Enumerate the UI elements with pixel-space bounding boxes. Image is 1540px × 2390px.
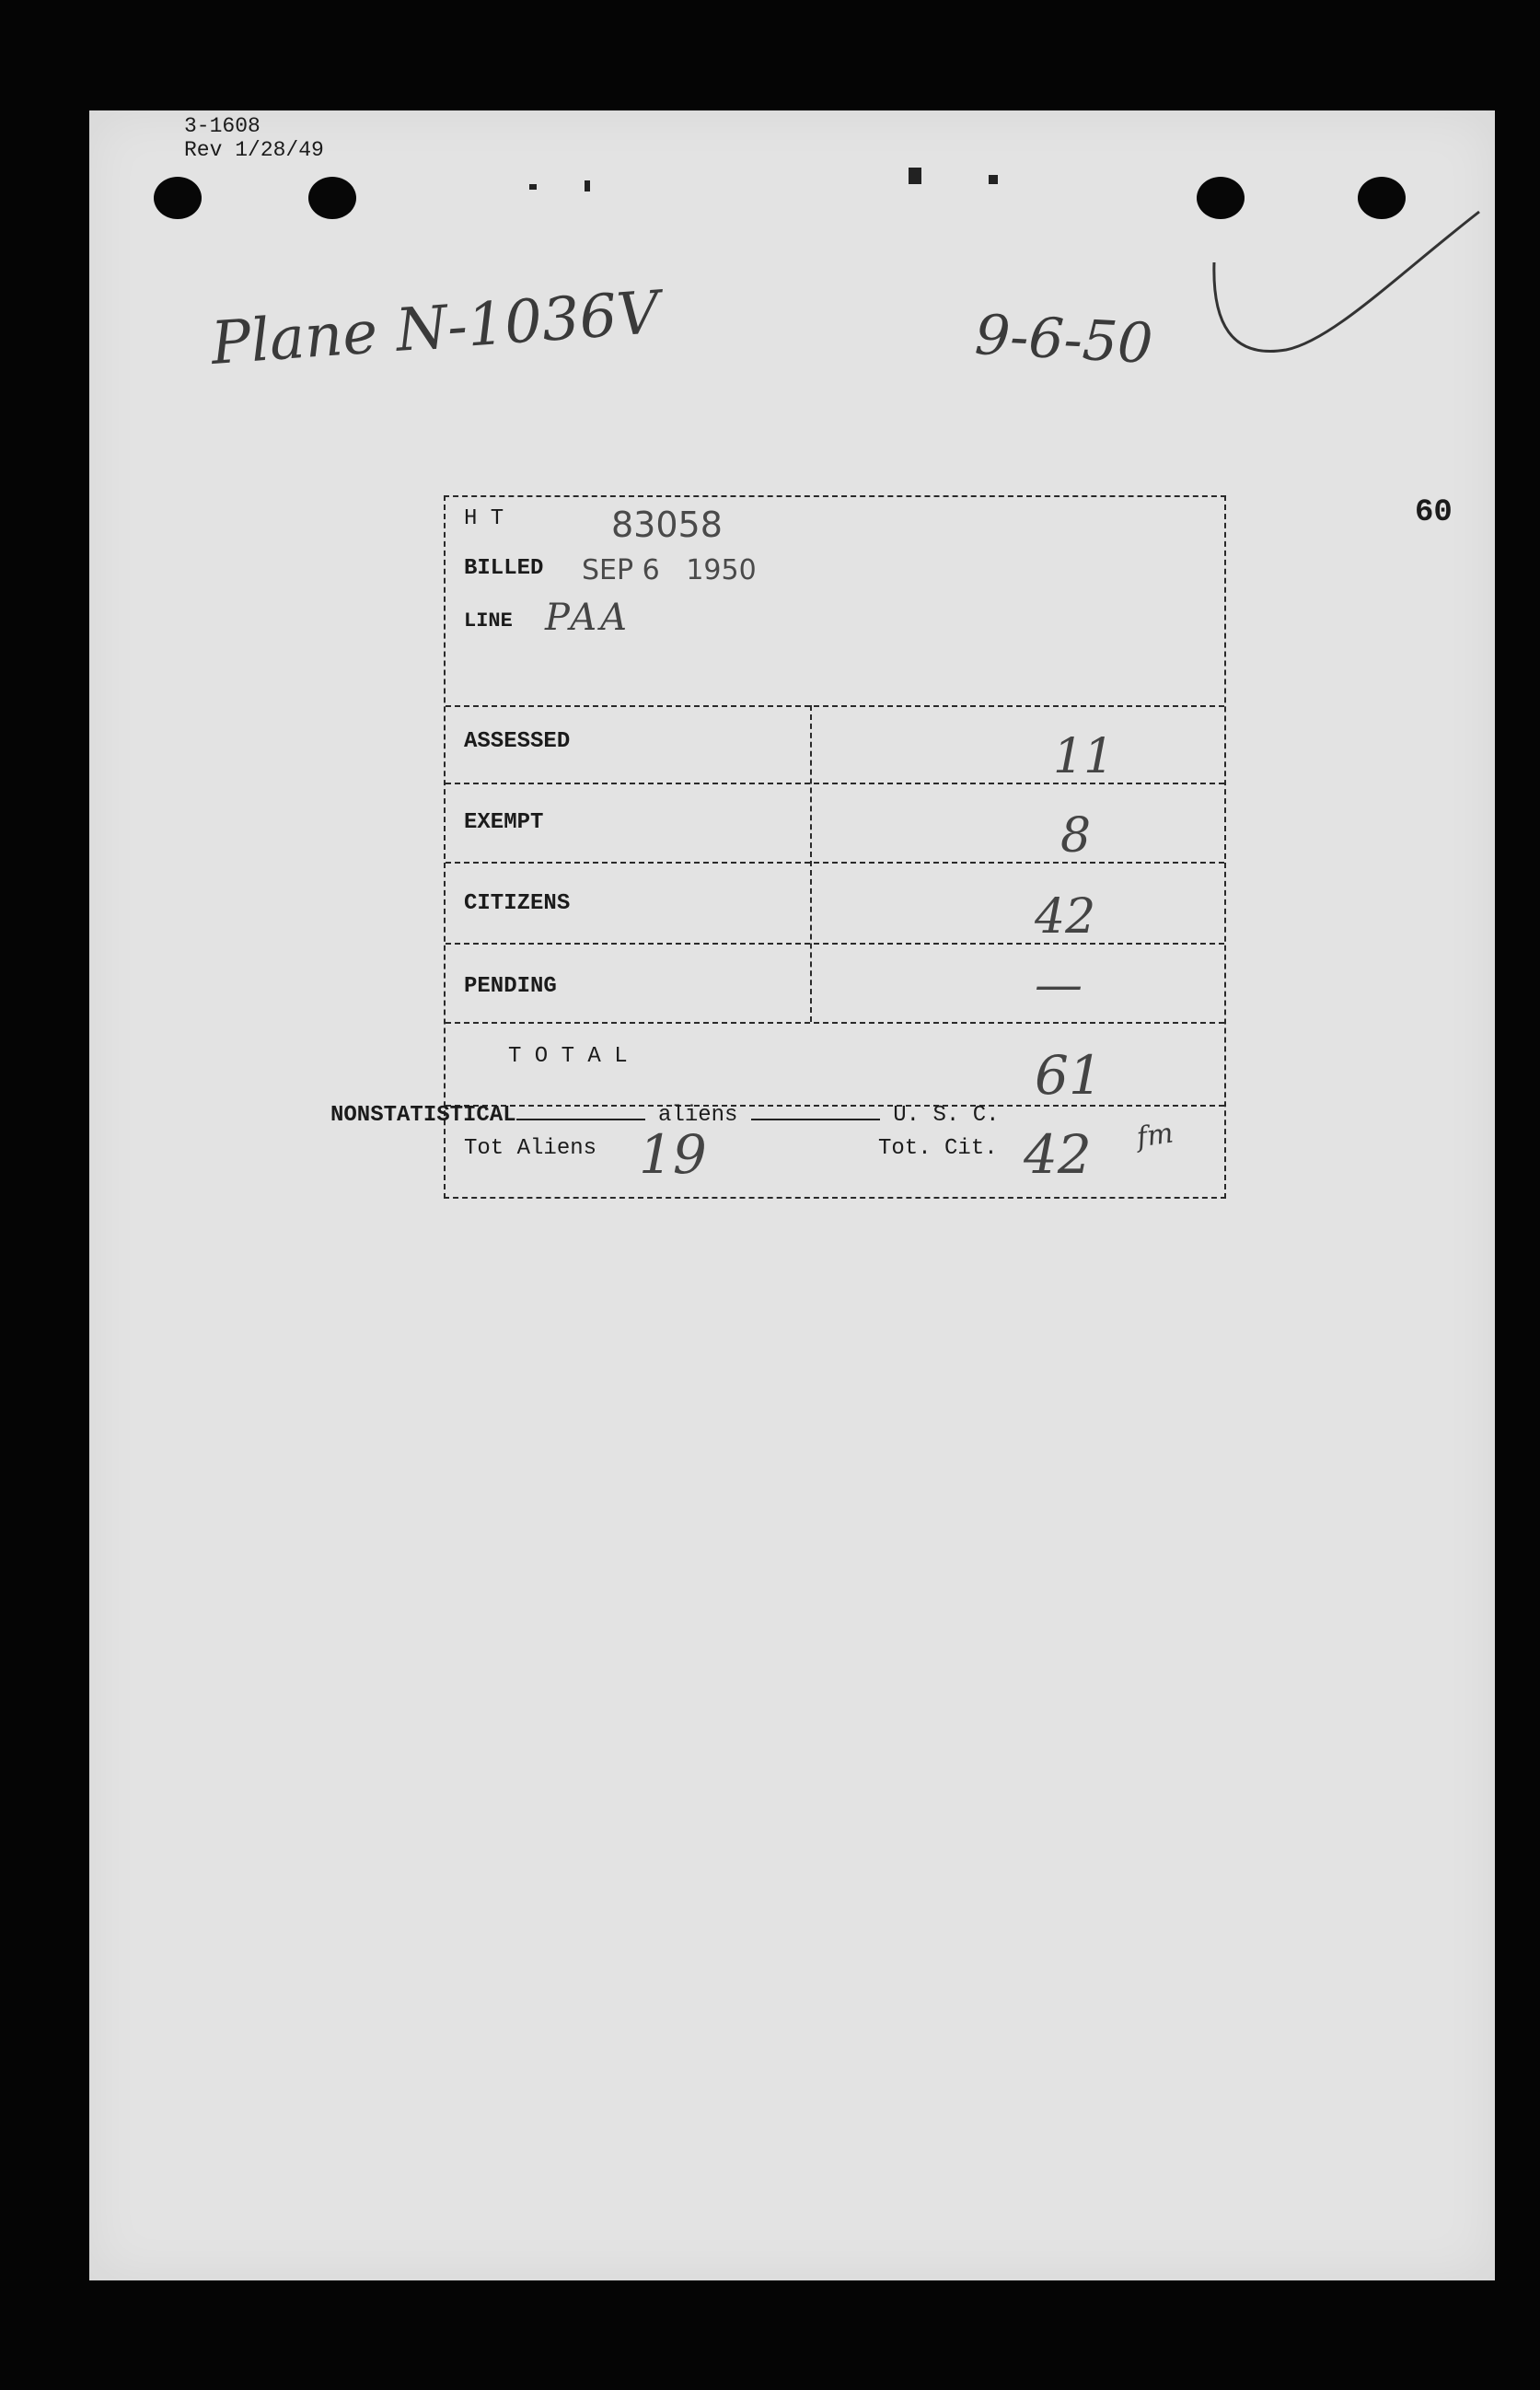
total-label: T O T A L: [508, 1044, 628, 1069]
tot-cit-label: Tot. Cit.: [878, 1136, 998, 1161]
page-mark: 60: [1415, 495, 1453, 530]
column-divider: [810, 705, 812, 1022]
row-label-citizens: CITIZENS: [464, 891, 571, 916]
total-value: 61: [1035, 1044, 1103, 1107]
ht-number: 83058: [611, 505, 723, 545]
line-label: LINE: [464, 609, 513, 632]
aliens-label: aliens: [658, 1103, 738, 1128]
row-value-citizens: 42: [1035, 889, 1096, 945]
punch-hole: [308, 177, 356, 219]
line-value: PAA: [545, 597, 631, 639]
punch-hole: [154, 177, 202, 219]
row-value-assessed: 11: [1053, 729, 1115, 784]
divider: [446, 705, 1224, 707]
ink-speck: [585, 180, 590, 191]
divider: [446, 943, 1224, 945]
billed-date-stamp: SEP 6 1950: [582, 554, 757, 586]
blank-line: [751, 1119, 880, 1120]
divider: [446, 1022, 1224, 1024]
usc-label: U. S. C.: [893, 1103, 1000, 1128]
document-page: [89, 110, 1495, 2280]
ink-speck: [989, 175, 998, 184]
ink-speck: [909, 168, 921, 184]
ht-label: H T: [464, 506, 504, 531]
tot-aliens-label: Tot Aliens: [464, 1136, 597, 1161]
form-revision: Rev 1/28/49: [184, 138, 324, 162]
row-label-pending: PENDING: [464, 974, 557, 999]
blank-line: [516, 1119, 645, 1120]
row-value-pending: —: [1035, 957, 1083, 1013]
tot-aliens-value: 19: [639, 1123, 707, 1186]
row-label-exempt: EXEMPT: [464, 810, 544, 835]
handwritten-date: 9-6-50: [973, 302, 1154, 377]
ink-speck: [529, 184, 537, 190]
billed-label: BILLED: [464, 556, 544, 581]
nonstatistical-line: [330, 1103, 1000, 1128]
divider: [446, 862, 1224, 864]
check-mark-icon: [1175, 166, 1488, 405]
form-number: 3-1608: [184, 114, 261, 138]
plane-number: Plane N-1036V: [209, 279, 662, 378]
tally-form: [444, 495, 1226, 1199]
initials-mark: fm: [1134, 1117, 1175, 1154]
nonstatistical-label: NONSTATISTICAL: [330, 1103, 516, 1128]
row-value-exempt: 8: [1060, 808, 1092, 864]
row-label-assessed: ASSESSED: [464, 729, 571, 754]
tot-cit-value: 42: [1024, 1123, 1092, 1186]
